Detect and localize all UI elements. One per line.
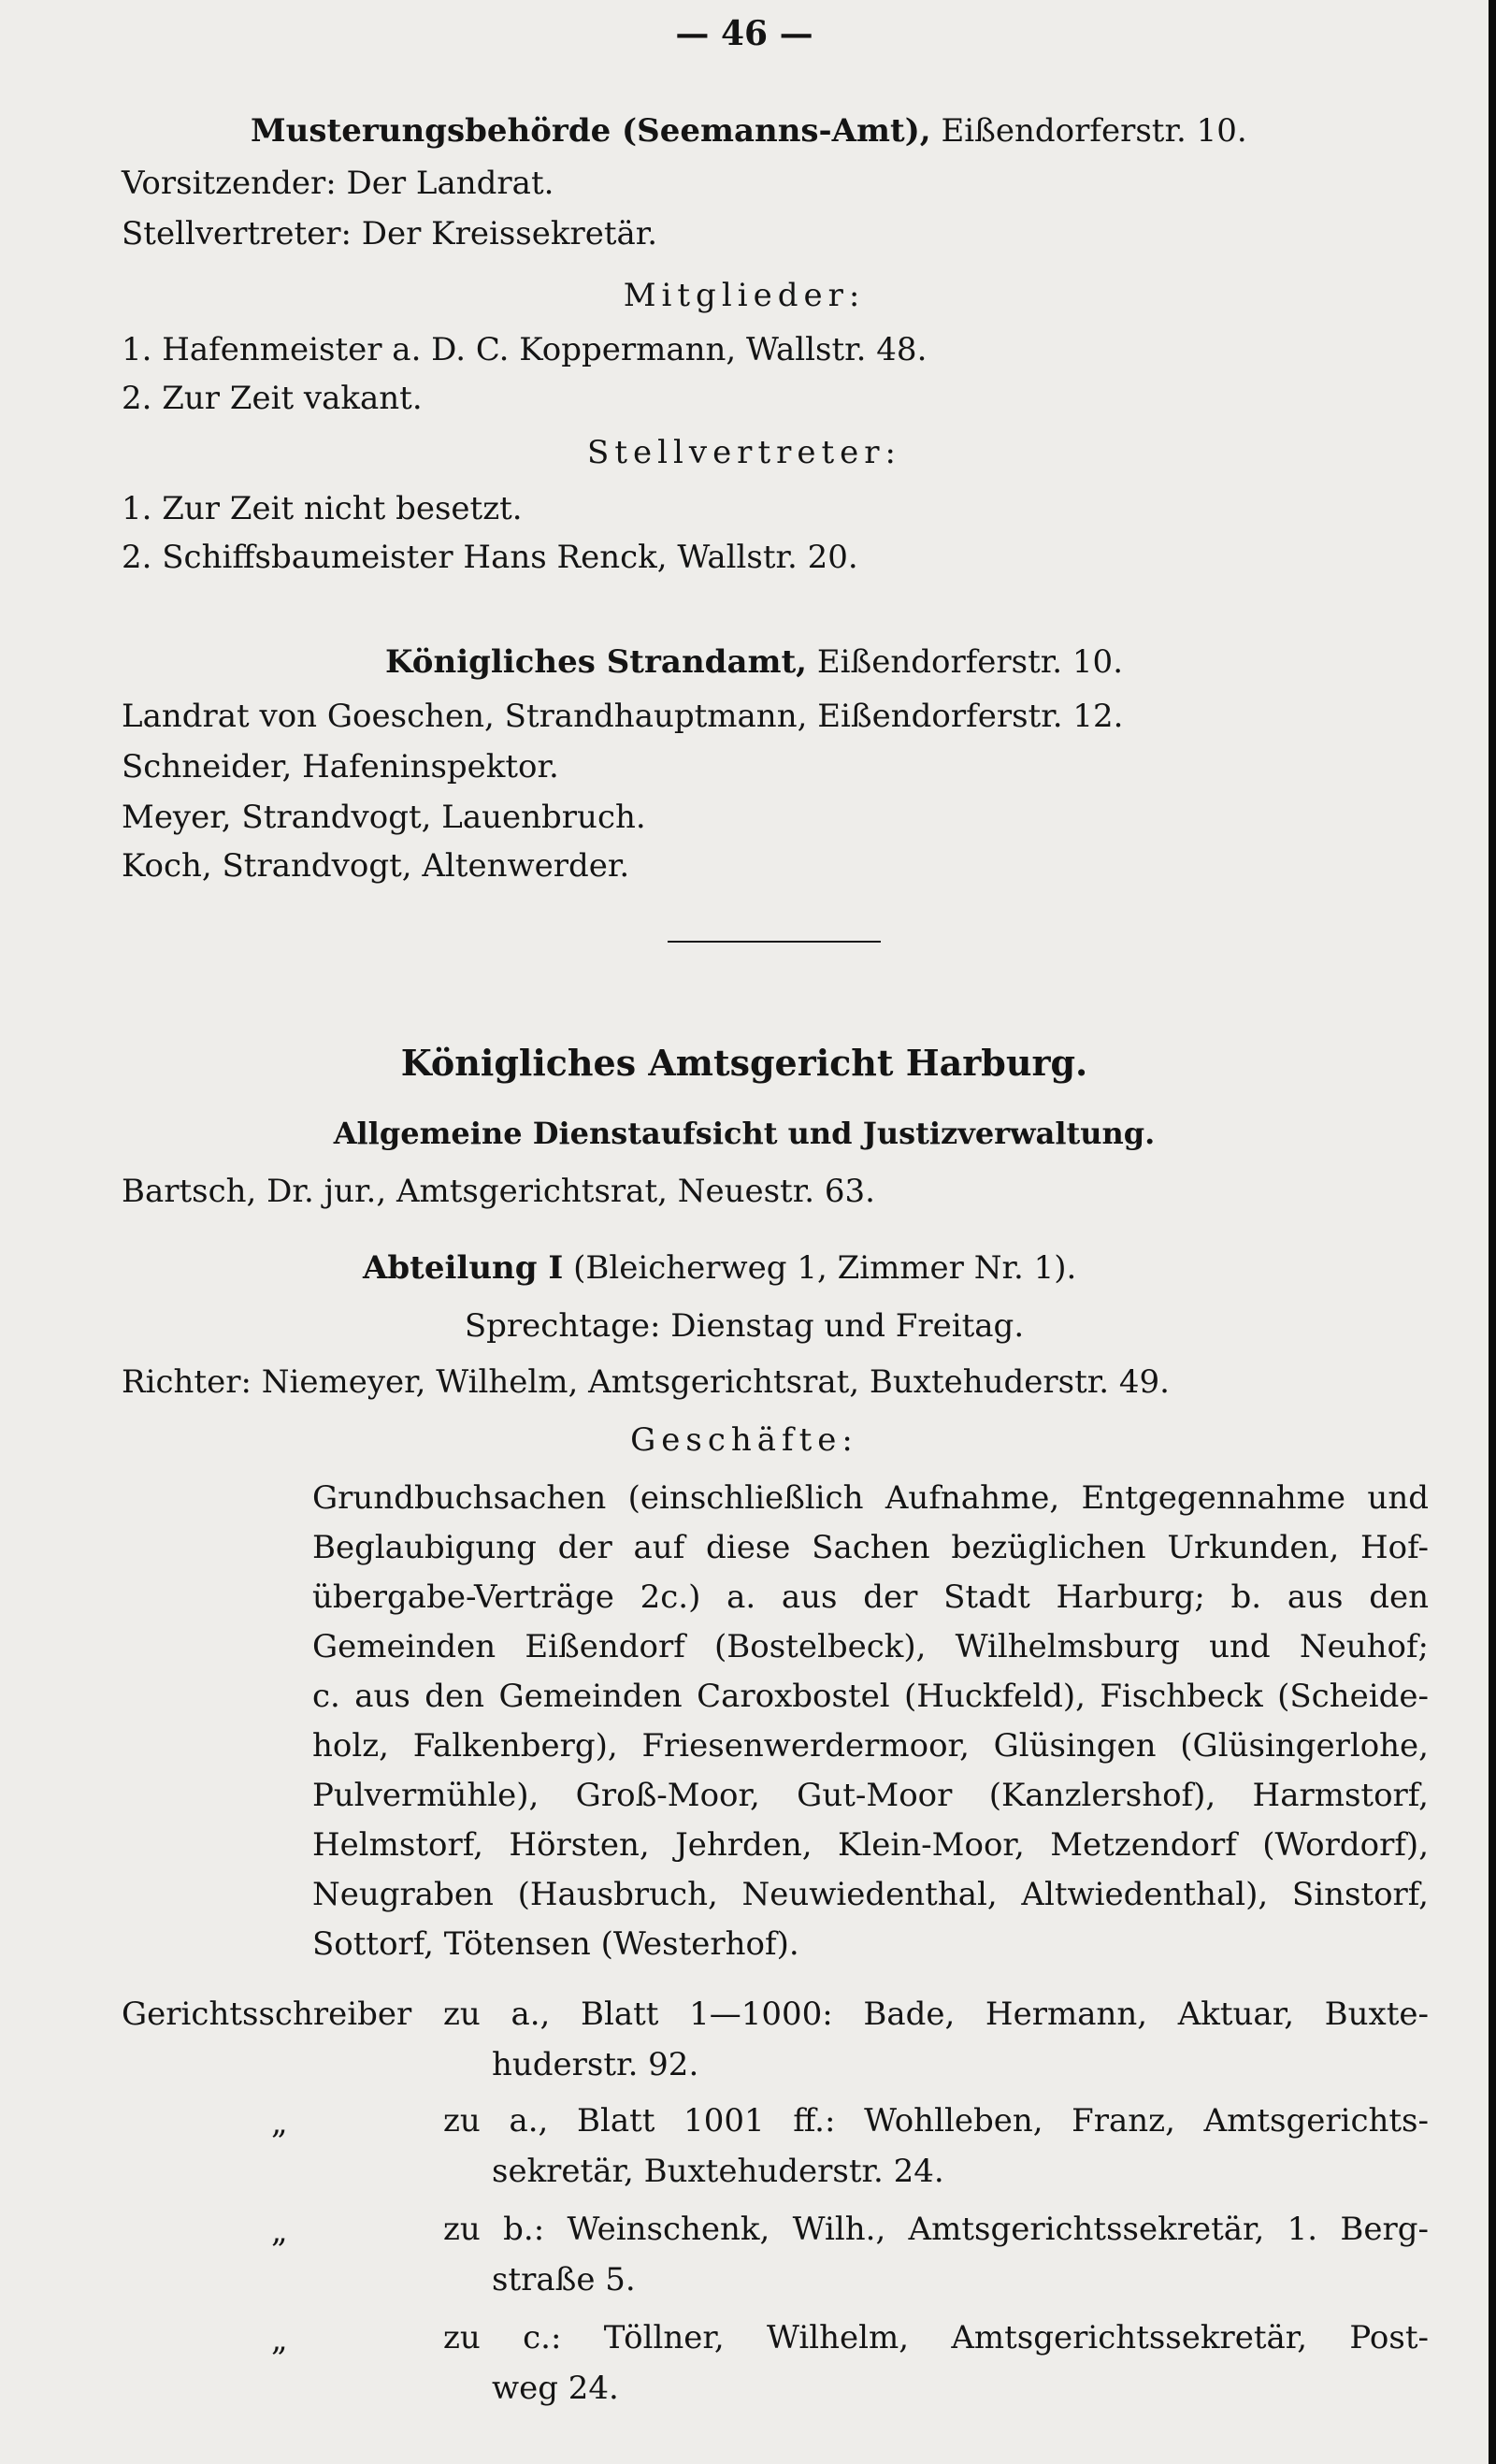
scan-edge — [1489, 0, 1496, 2464]
mitglied-item: 1. Hafenmeister a. D. C. Koppermann, Wallstr. 48. — [122, 331, 928, 368]
musterung-heading-line — [251, 110, 1247, 151]
geschaefte-line: Helmstorf, Hörsten, Jehrden, Klein-Moor, Metzendorf (Wordorf), — [312, 1826, 1429, 1864]
geschaefte-line: Neugraben (Hausbruch, Neuwiedenthal, Altwiedenthal), Sinstorf, — [312, 1876, 1429, 1913]
geschaefte-line: c. aus den Gemeinden Caroxbostel (Huckfeld), Fischbeck (Scheide- — [312, 1678, 1429, 1715]
geschaefte-line: Pulvermühle), Groß-Moor, Gut-Moor (Kanzlershof), Harmstorf, — [312, 1777, 1429, 1814]
gerichtsschreiber-label: Gerichtsschreiber — [122, 1996, 412, 2033]
schreiber-continuation: huderstr. 92. — [492, 2046, 699, 2083]
strandamt-address: Eißendorferstr. 10. — [816, 643, 1123, 681]
musterung-stellvertreter: Stellvertreter: Der Kreissekretär. — [122, 215, 658, 252]
schreiber-entry: zu b.: Weinschenk, Wilh., Amtsgerichtssekretär, 1. Berg- — [443, 2211, 1429, 2248]
strandamt-line: Meyer, Strandvogt, Lauenbruch. — [122, 799, 646, 836]
musterung-heading: Musterungsbehörde (Seemanns-Amt), — [251, 112, 931, 150]
schreiber-continuation: sekretär, Buxtehuderstr. 24. — [492, 2153, 944, 2190]
strandamt-line: Koch, Strandvogt, Altenwerder. — [122, 847, 630, 885]
strandamt-line: Landrat von Goeschen, Strandhauptmann, Eißendorferstr. 12. — [122, 698, 1124, 735]
stellvertreter-item: 1. Zur Zeit nicht besetzt. — [122, 490, 523, 527]
schreiber-entry: zu a., Blatt 1—1000: Bade, Hermann, Aktuar, Buxte- — [443, 1996, 1429, 2033]
geschaefte-line: übergabe-Verträge 2c.) a. aus der Stadt Harburg; b. aus den — [312, 1578, 1429, 1616]
strandamt-heading-line — [385, 641, 1123, 683]
stellvertreter-item: 2. Schiffsbaumeister Hans Renck, Wallstr. 20. — [122, 539, 858, 576]
musterung-vorsitzender: Vorsitzender: Der Landrat. — [122, 165, 554, 202]
abteilung-location: (Bleicherweg 1, Zimmer Nr. 1). — [573, 1249, 1077, 1287]
strandamt-heading: Königliches Strandamt, — [385, 643, 807, 681]
schreiber-entry: zu c.: Töllner, Wilhelm, Amtsgerichtssekretär, Post- — [443, 2319, 1429, 2356]
geschaefte-line: holz, Falkenberg), Friesenwerdermoor, Glüsingen (Glüsingerlohe, — [312, 1727, 1429, 1765]
section-divider — [668, 941, 881, 943]
strandamt-line: Schneider, Hafeninspektor. — [122, 748, 559, 785]
abteilung-label: Abteilung I — [363, 1249, 564, 1287]
sprechtage: Sprechtage: Dienstag und Freitag. — [464, 1307, 1025, 1345]
abteilung-line — [363, 1247, 1076, 1289]
schreiber-continuation: straße 5. — [492, 2261, 636, 2298]
geschaefte-line: Sottorf, Tötensen (Westerhof). — [312, 1925, 799, 1963]
geschaefte-line: Grundbuchsachen (einschließlich Aufnahme, Entgegennahme und — [312, 1479, 1429, 1517]
amtsgericht-subtitle: Allgemeine Dienstaufsicht und Justizverwaltung. — [333, 1116, 1156, 1151]
musterung-address: Eißendorferstr. 10. — [941, 112, 1247, 150]
geschaefte-title: Geschäfte: — [630, 1421, 858, 1459]
bartsch-entry: Bartsch, Dr. jur., Amtsgerichtsrat, Neuestr. 63. — [122, 1173, 875, 1210]
schreiber-continuation: weg 24. — [492, 2370, 619, 2407]
richter-entry: Richter: Niemeyer, Wilhelm, Amtsgerichtsrat, Buxtehuderstr. 49. — [122, 1363, 1170, 1401]
amtsgericht-title: Königliches Amtsgericht Harburg. — [400, 1042, 1088, 1084]
ditto-mark: „ — [271, 2321, 288, 2358]
schreiber-entry: zu a., Blatt 1001 ff.: Wohlleben, Franz, Amtsgerichts- — [443, 2102, 1429, 2140]
geschaefte-line: Beglaubigung der auf diese Sachen bezüglichen Urkunden, Hof- — [312, 1529, 1429, 1566]
ditto-mark: „ — [271, 2104, 288, 2141]
geschaefte-line: Gemeinden Eißendorf (Bostelbeck), Wilhelmsburg und Neuhof; — [312, 1628, 1429, 1665]
mitglied-item: 2. Zur Zeit vakant. — [122, 380, 423, 417]
page-number: — 46 — — [675, 14, 813, 53]
mitglieder-title: Mitglieder: — [623, 277, 866, 314]
ditto-mark: „ — [271, 2212, 288, 2250]
stellvertreter-title: Stellvertreter: — [587, 434, 901, 471]
